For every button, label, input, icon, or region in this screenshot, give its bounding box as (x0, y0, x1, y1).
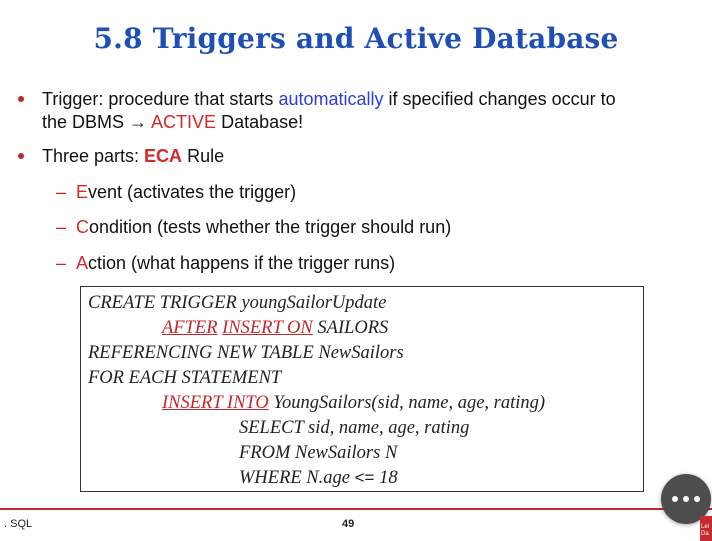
highlight-eca: ECA (144, 146, 183, 166)
sub-item-condition: – Condition (tests whether the trigger should run) (56, 217, 452, 237)
bullet-line: Three parts: ECA Rule (42, 146, 225, 166)
sql-code-box (80, 286, 644, 492)
code-line-create: CREATE TRIGGER youngSailorUpdate (88, 293, 387, 313)
page-number: 49 (342, 518, 355, 530)
bullet-dot-icon (18, 153, 24, 159)
code-line-for-each: FOR EACH STATEMENT (88, 368, 282, 388)
code-line-referencing: REFERENCING NEW TABLE NewSailors (88, 343, 404, 363)
footer-divider (0, 508, 712, 510)
more-horizontal-icon (672, 496, 678, 502)
bullet-line-2: the DBMS → ACTIVE Database! (42, 112, 304, 132)
more-horizontal-icon (683, 496, 689, 502)
highlight-automatically: automatically (278, 89, 384, 109)
slide-title: 5.8 Triggers and Active Database (93, 22, 619, 55)
sub-item-action: – Action (what happens if the trigger runs) (56, 253, 396, 273)
sub-item-event: – Event (activates the trigger) (56, 182, 297, 202)
code-line-from: FROM NewSailors N (239, 443, 398, 463)
code-line-where: WHERE N.age <= 18 (239, 468, 398, 488)
dash-icon: – (56, 253, 67, 273)
initial-letter: A (76, 253, 89, 273)
code-line-after-insert: AFTER INSERT ON SAILORS (162, 318, 389, 338)
dash-icon: – (56, 182, 67, 202)
initial-letter: C (76, 217, 89, 237)
code-line-select: SELECT sid, name, age, rating (239, 418, 470, 438)
footer-label: . SQL (4, 518, 33, 530)
highlight-active: ACTIVE (151, 112, 217, 132)
university-logo: Lei Da (700, 516, 712, 541)
bullet-line-1: Trigger: procedure that starts automatically if specified changes occur to (42, 89, 616, 109)
initial-letter: E (76, 182, 89, 202)
bullet-dot-icon (18, 96, 24, 102)
more-horizontal-icon (694, 496, 700, 502)
code-line-insert-into: INSERT INTO YoungSailors(sid, name, age, rating) (162, 393, 546, 413)
dash-icon: – (56, 217, 67, 237)
